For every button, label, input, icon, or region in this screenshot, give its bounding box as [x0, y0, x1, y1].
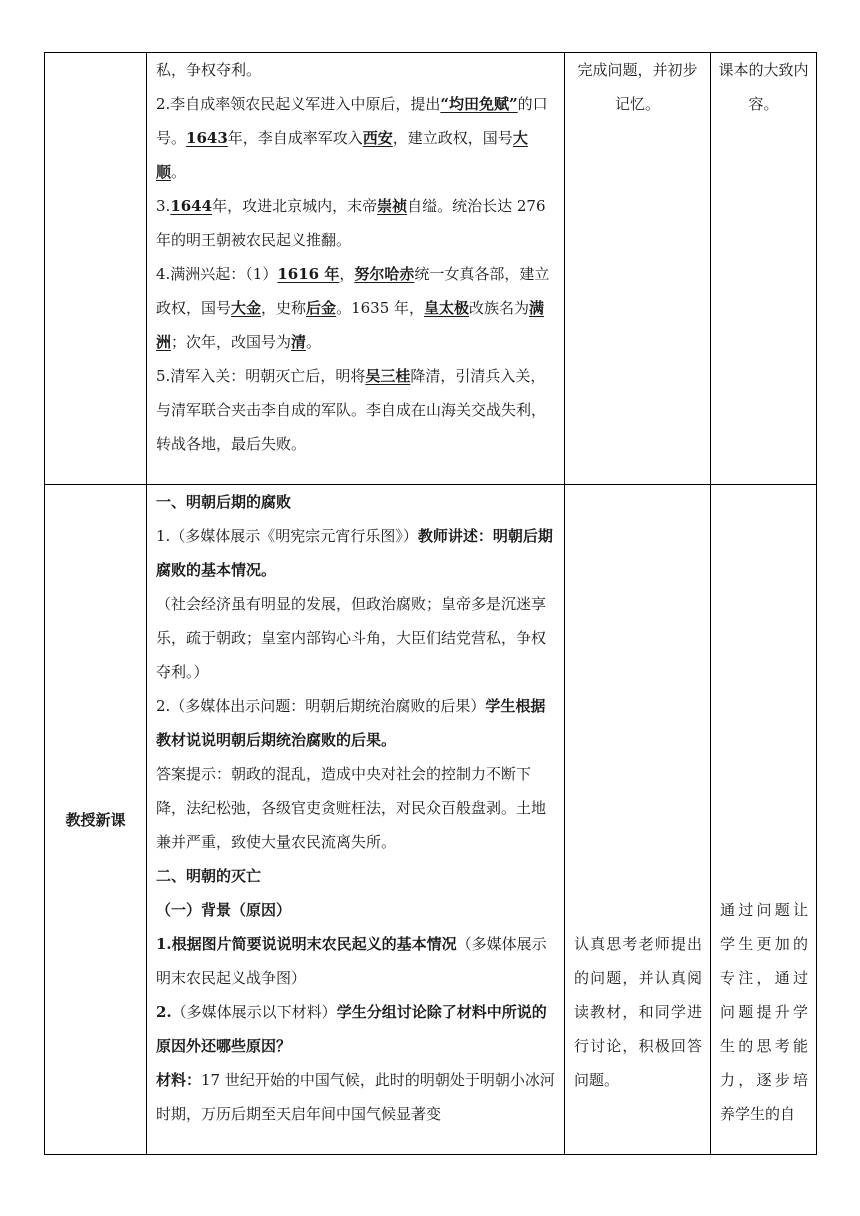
paragraph: 4.满洲兴起：（1）1616 年，努尔哈赤统一女真各部，建立政权，国号大金，史称后金。1635 年，皇太极改族名为满洲；次年，改国号为清。	[156, 265, 550, 351]
table-row	[45, 485, 817, 1155]
row1-label-cell	[45, 53, 147, 485]
paragraph: 答案提示：朝政的混乱，造成中央对社会的控制力不断下降，法纪松弛，各级官吏贪赃枉法，对民众百般盘剥。土地兼并严重，致使大量农民流离失所。	[156, 765, 547, 851]
row2-content-cell	[147, 485, 565, 1155]
paragraph: 材料：17 世纪开始的中国气候，此时的明朝处于明朝小冰河时期，万历后期至天启年间中国气候显著变	[156, 1071, 555, 1123]
row1-content-cell	[147, 53, 565, 485]
row1-purpose-cell: 课本的大致内容。	[711, 53, 817, 485]
section-heading: 一、明朝后期的腐败	[156, 493, 292, 511]
paragraph: 5.清军入关：明朝灭亡后，明将吴三桂降清，引清兵入关，与清军联合夹击李自成的军队。李自成在山海关交战失利，转战各地，最后失败。	[156, 367, 547, 453]
paragraph: （社会经济虽有明显的发展，但政治腐败；皇帝多是沉迷享乐，疏于朝政；皇室内部钩心斗角，大臣们结党营私，争权夺利。）	[156, 595, 547, 681]
paragraph: 2.李自成率领农民起义军进入中原后，提出“均田免赋”的口号。1643年，李自成率军攻入西安，建立政权，国号大顺。	[156, 95, 548, 181]
row1-student-cell: 完成问题，并初步记忆。	[565, 53, 711, 485]
text-line: 私，争权夺利。	[156, 61, 262, 79]
row2-student-cell: 认真思考老师提出的问题，并认真阅读教材，和同学进行讨论，积极回答问题。	[565, 485, 711, 1155]
row2-purpose-cell: 通过问题让学生更加的专注，通过问题提升学生的思考能力，逐步培养学生的自	[711, 485, 817, 1155]
lesson-plan-table	[44, 52, 817, 1155]
paragraph: 3.1644年，攻进北京城内，末帝崇祯自缢。统治长达 276 年的明王朝被农民起义推翻。	[156, 197, 546, 249]
subsection-heading: （一）背景（原因）	[156, 901, 292, 919]
section-heading: 二、明朝的灭亡	[156, 867, 262, 885]
paragraph: 2.（多媒体展示以下材料）学生分组讨论除了材料中所说的原因外还哪些原因？	[156, 1003, 547, 1055]
paragraph: 2.（多媒体出示问题：明朝后期统治腐败的后果）学生根据教材说说明朝后期统治腐败的后果。	[156, 697, 546, 749]
paragraph: 1.（多媒体展示《明宪宗元宵行乐图》）教师讲述：明朝后期腐败的基本情况。	[156, 527, 553, 579]
section-label: 教授新课	[45, 485, 147, 1155]
paragraph: 1.根据图片简要说说明末农民起义的基本情况（多媒体展示明末农民起义战争图）	[156, 935, 547, 987]
table-row	[45, 53, 817, 485]
